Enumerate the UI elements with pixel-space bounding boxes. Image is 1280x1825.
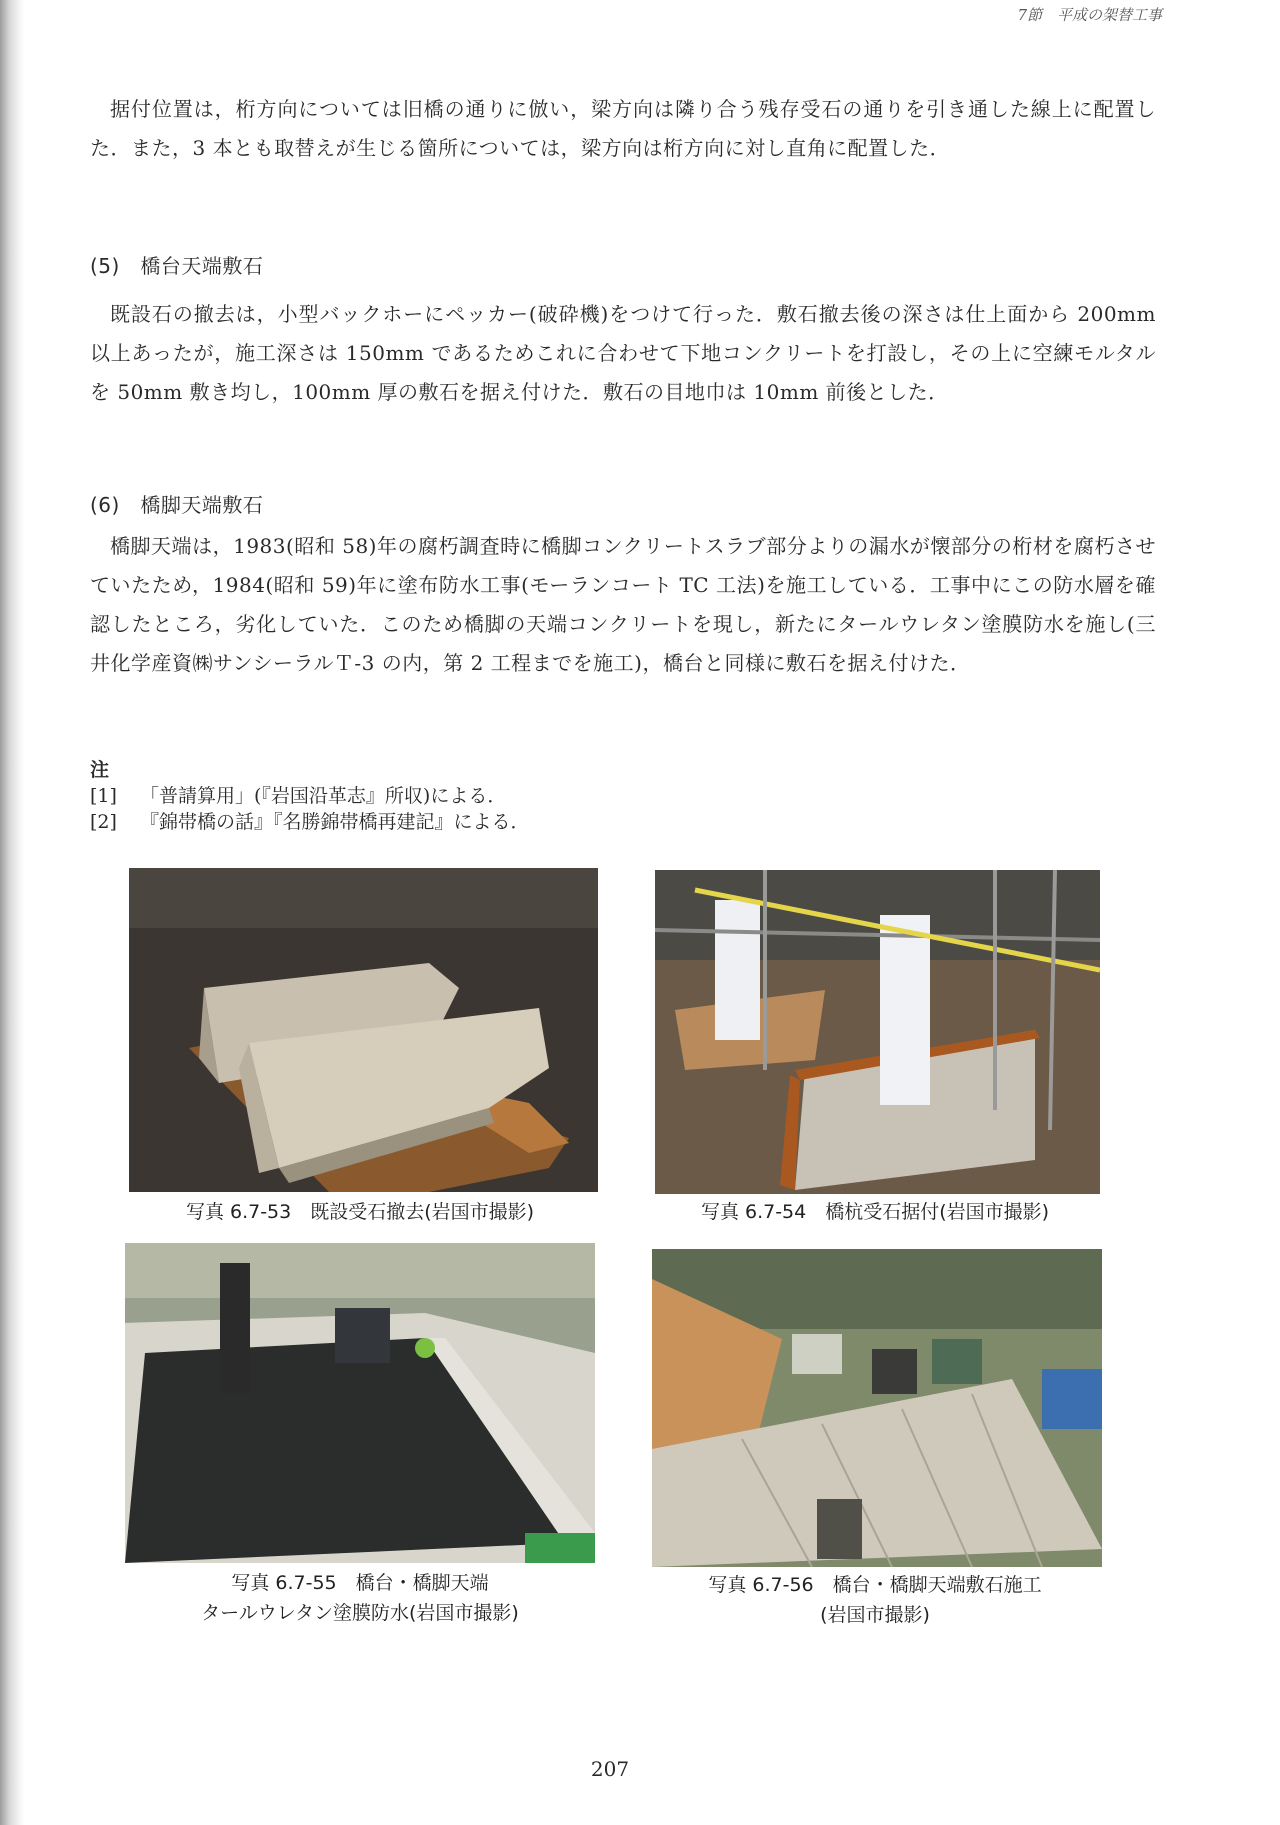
page-number: 207 — [590, 1757, 630, 1781]
photo-caption — [640, 1197, 1110, 1227]
running-header: 7節 平成の架替工事 — [1017, 6, 1162, 24]
section-5-body: 既設石の撤去は，小型バックホーにペッカー(破砕機)をつけて行った．敷石撤去後の深さは仕上面から 200mm 以上あったが，施工深さは 150mm であるためこれに合わせて下地コンクリートを打設し，その上に空練モルタルを 50mm 敷き均し，100mm 厚の敷石を据え付けた．敷石の目地巾は 10mm 前後とした． — [90, 302, 1156, 404]
note-item — [90, 783, 530, 809]
caption-line: (岩国市撮影) — [820, 1604, 930, 1626]
photo-caption — [120, 1197, 600, 1227]
section-6-body: 橋脚天端は，1983(昭和 58)年の腐朽調査時に橋脚コンクリートスラブ部分よりの漏水が懐部分の桁材を腐朽させていたため，1984(昭和 59)年に塗布防水工事(モーランコート TC 工法)を施工している．工事中にこの防水層を確認したところ，劣化していた．このため橋脚の天端コンクリートを現し，新たにタールウレタン塗膜防水を施し(三井化学産資㈱サンシーラルＴ-3 の内，第 2 工程までを施工)，橋台と同様に敷石を据え付けた． — [90, 534, 1156, 675]
scan-edge-shadow — [0, 0, 24, 1825]
paragraph-placement: 据付位置は，桁方向については旧橋の通りに倣い，梁方向は隣り合う残存受石の通りを引き通した線上に配置した．また，3 本とも取替えが生じる箇所については，梁方向は桁方向に対し直角に配置した． — [90, 97, 1156, 160]
caption-line: 写真 6.7-53 既設受石撤去(岩国市撮影) — [185, 1201, 535, 1223]
caption-line: 写真 6.7-54 橋杭受石据付(岩国市撮影) — [700, 1201, 1050, 1223]
photo-stone-removal — [129, 868, 598, 1192]
note-number: [1] — [90, 785, 117, 807]
photo-paving-stones — [652, 1249, 1102, 1567]
caption-line: 写真 6.7-55 橋台・橋脚天端 — [231, 1572, 489, 1594]
photo-caption — [120, 1568, 600, 1628]
note-text: 「普請算用」(『岩国沿革志』所収)による． — [140, 785, 507, 807]
note-number: [2] — [90, 811, 117, 833]
photo-waterproofing — [125, 1243, 595, 1563]
caption-line: 写真 6.7-56 橋台・橋脚天端敷石施工 — [708, 1574, 1042, 1596]
note-text: 『錦帯橋の話』『名勝錦帯橋再建記』による． — [140, 811, 530, 833]
note-item — [90, 809, 530, 835]
photo-pile-stone-install — [655, 870, 1100, 1194]
caption-line: タールウレタン塗膜防水(岩国市撮影) — [201, 1602, 519, 1624]
section-6-heading: (6) 橋脚天端敷石 — [90, 493, 264, 517]
notes-title: 注 — [90, 759, 110, 781]
notes-block — [90, 757, 530, 835]
section-5-heading: (5) 橋台天端敷石 — [90, 254, 264, 278]
photo-caption — [640, 1570, 1110, 1630]
